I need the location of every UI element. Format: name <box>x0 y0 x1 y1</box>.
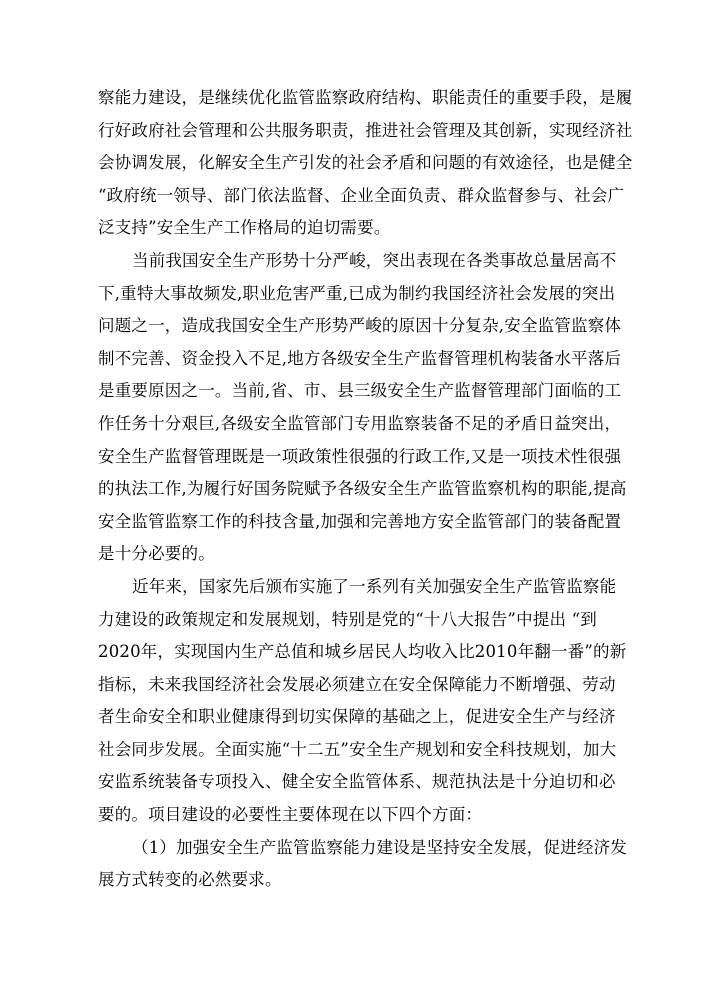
text-line: 安全生产监督管理既是一项政策性很强的行政工作,又是一项技术性很强 <box>98 446 622 466</box>
paragraph <box>98 832 625 897</box>
text-line: （1）加强安全生产监管监察能力建设是坚持安全发展，促进经济发 <box>132 837 627 857</box>
text-line: 的执法工作,为履行好国务院赋予各级安全生产监管监察机构的职能,提高 <box>98 479 627 499</box>
paragraph <box>98 571 625 832</box>
text-line: 安全监管监察工作的科技含量,加强和完善地方安全监管部门的装备配置 <box>98 511 622 531</box>
text-line: 是重要原因之一。当前,省、市、县三级安全生产监督管理部门面临的工 <box>98 381 622 401</box>
text-line: 下,重特大事故频发,职业危害严重,已成为制约我国经济社会发展的突出 <box>98 283 616 303</box>
text-line: 2020年，实现国内生产总值和城乡居民人均收入比2010年翻一番”的新 <box>98 642 627 662</box>
text-line: 者生命安全和职业健康得到切实保障的基础之上，促进安全生产与经济 <box>98 707 616 727</box>
text-line: 作任务十分艰巨,各级安全监管部门专用监察装备不足的矛盾日益突出， <box>98 413 622 433</box>
text-line: 是十分必要的。 <box>98 544 215 564</box>
text-line: 社会同步发展。全面实施“十二五”安全生产规划和安全科技规划，加大 <box>98 739 617 759</box>
text-line: 会协调发展，化解安全生产引发的社会矛盾和问题的有效途径，也是健全 <box>98 153 633 173</box>
text-line: 当前我国安全生产形势十分严峻，突出表现在各类事故总量居高不 <box>132 250 617 270</box>
text-line: 泛支持”安全生产工作格局的迫切需要。 <box>98 218 391 238</box>
document-body <box>98 82 633 897</box>
paragraph <box>98 82 633 245</box>
text-line: 指标，未来我国经济社会发展必须建立在安全保障能力不断增强、劳动 <box>98 674 616 694</box>
text-line: 近年来，国家先后颁布实施了一系列有关加强安全生产监管监察能 <box>132 576 617 596</box>
text-line: 察能力建设，是继续优化监管监察政府结构、职能责任的重要手段，是履 <box>98 88 633 107</box>
text-line: 制不完善、资金投入不足,地方各级安全生产监督管理机构装备水平落后 <box>98 348 622 368</box>
text-line: 展方式转变的必然要求。 <box>98 870 282 890</box>
text-line: 行好政府社会管理和公共服务职责，推进社会管理及其创新，实现经济社 <box>98 120 633 140</box>
text-line: 问题之一，造成我国安全生产形势严峻的原因十分复杂,安全监管监察体 <box>98 316 622 336</box>
text-line: 力建设的政策规定和发展规划，特别是党的“十八大报告”中提出 “到 <box>98 609 597 629</box>
paragraph <box>98 245 625 571</box>
text-line: 要的。项目建设的必要性主要体现在以下四个方面： <box>98 805 483 825</box>
text-line: 安监系统装备专项投入、健全安全监管体系、规范执法是十分迫切和必 <box>98 772 616 792</box>
text-line: “政府统一领导、部门依法监督、企业全面负责、群众监督参与、社会广 <box>98 185 625 205</box>
